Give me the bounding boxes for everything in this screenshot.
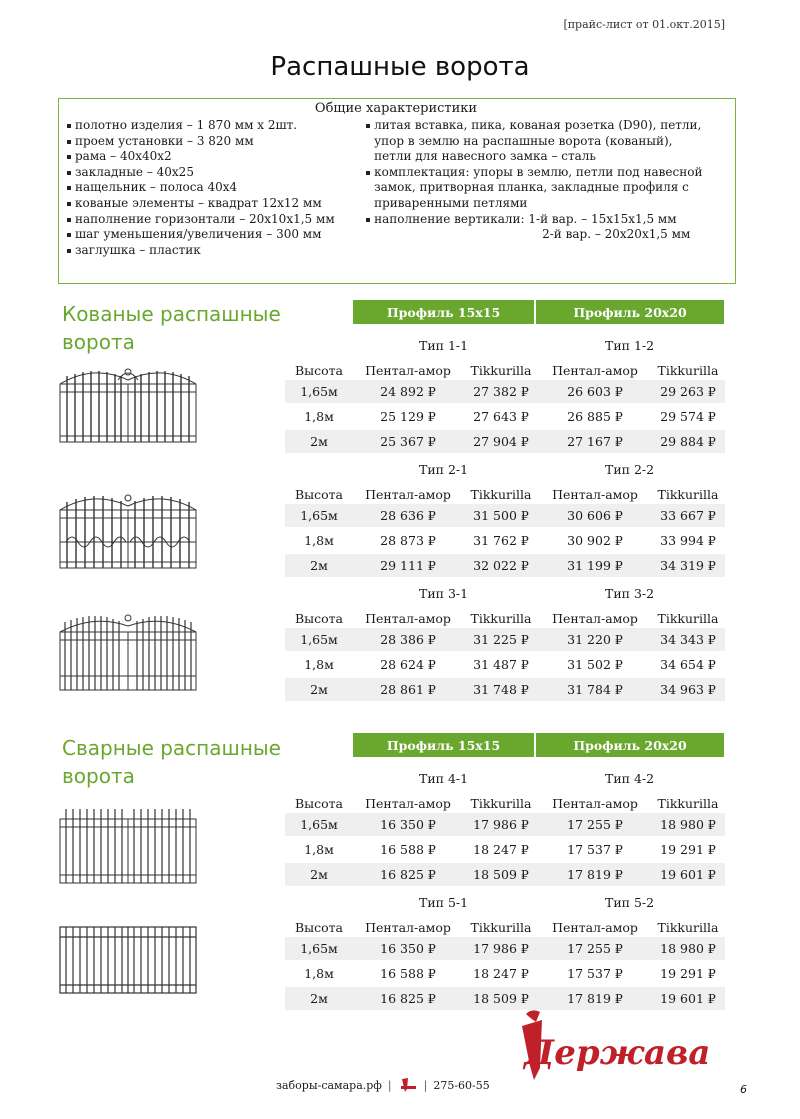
cell-price: 29 574 ₽ <box>660 409 716 424</box>
cell-height: 1,8м <box>304 842 334 857</box>
spec-item-continued: 2-й вар. – 20х20х1,5 мм <box>542 227 691 242</box>
welded-gate-frame-icon <box>58 915 198 995</box>
type-label: Тип 4-2 <box>605 771 655 786</box>
table-row <box>285 678 725 701</box>
profile-15-header: Профиль 15х15 <box>353 300 534 324</box>
cell-price: 17 819 ₽ <box>567 991 623 1006</box>
cell-price: 28 861 ₽ <box>380 682 436 697</box>
paint-header: Пентал-амор <box>552 610 638 626</box>
page-title: Распашные ворота <box>270 52 530 82</box>
cell-price: 18 509 ₽ <box>473 867 529 882</box>
cell-price: 29 263 ₽ <box>660 384 716 399</box>
height-header: Высота <box>294 610 344 626</box>
cell-price: 31 748 ₽ <box>473 682 529 697</box>
cell-price: 25 129 ₽ <box>380 409 436 424</box>
cell-price: 16 588 ₽ <box>380 842 436 857</box>
paint-header: Пентал-амор <box>552 362 638 378</box>
profile-20-header: Профиль 20х20 <box>536 300 724 324</box>
table-row <box>285 653 725 676</box>
paint-header: Tikkurilla <box>657 795 719 811</box>
cell-price: 19 291 ₽ <box>660 966 716 981</box>
profile-15-header: Профиль 15х15 <box>353 733 534 757</box>
cell-price: 34 319 ₽ <box>660 558 716 573</box>
paint-header: Пентал-амор <box>365 610 451 626</box>
cell-price: 16 350 ₽ <box>380 817 436 832</box>
paint-header: Пентал-амор <box>552 795 638 811</box>
type-label: Тип 5-1 <box>419 895 469 910</box>
cell-height: 1,65м <box>300 817 338 832</box>
price-block-2 <box>285 462 725 579</box>
page-number: 6 <box>740 1083 747 1096</box>
cell-price: 31 225 ₽ <box>473 632 529 647</box>
cell-height: 2м <box>310 682 328 697</box>
cell-height: 1,8м <box>304 657 334 672</box>
table-row <box>285 529 725 552</box>
cell-price: 17 255 ₽ <box>567 941 623 956</box>
cell-price: 31 500 ₽ <box>473 508 529 523</box>
specs-right-list <box>366 118 725 258</box>
cell-price: 27 167 ₽ <box>567 434 623 449</box>
cell-price: 31 502 ₽ <box>567 657 623 672</box>
type-label: Тип 2-2 <box>605 462 655 477</box>
cell-height: 1,65м <box>300 941 338 956</box>
paint-header: Tikkurilla <box>470 362 532 378</box>
profile-header-forged <box>353 300 724 324</box>
cell-height: 1,65м <box>300 384 338 399</box>
paint-header: Tikkurilla <box>470 486 532 502</box>
spec-item: полотно изделия – 1 870 мм х 2шт. <box>67 118 366 134</box>
cell-price: 33 994 ₽ <box>660 533 716 548</box>
footer-separator: | <box>423 1078 428 1092</box>
cell-price: 26 885 ₽ <box>567 409 623 424</box>
cell-height: 1,65м <box>300 632 338 647</box>
height-header: Высота <box>294 362 344 378</box>
spec-item: проем установки – 3 820 мм <box>67 134 366 150</box>
cell-price: 17 537 ₽ <box>567 966 623 981</box>
cell-height: 1,8м <box>304 409 334 424</box>
table-row <box>285 380 725 403</box>
cell-price: 27 382 ₽ <box>473 384 529 399</box>
cell-price: 25 367 ₽ <box>380 434 436 449</box>
cell-price: 27 643 ₽ <box>473 409 529 424</box>
cell-price: 31 784 ₽ <box>567 682 623 697</box>
spec-item: литая вставка, пика, кованая розетка (D90), петли, <box>366 118 725 134</box>
price-block-5 <box>285 895 725 1012</box>
specs-left-list <box>67 118 366 258</box>
type-label: Тип 1-1 <box>419 338 469 353</box>
type-label: Тип 5-2 <box>605 895 655 910</box>
cell-height: 1,8м <box>304 966 334 981</box>
spec-item: шаг уменьшения/увеличения – 300 мм <box>67 227 366 243</box>
cell-price: 31 199 ₽ <box>567 558 623 573</box>
table-row <box>285 838 725 861</box>
paint-header: Пентал-амор <box>552 919 638 935</box>
cell-price: 31 762 ₽ <box>473 533 529 548</box>
table-row <box>285 813 725 836</box>
cell-price: 34 654 ₽ <box>660 657 716 672</box>
spec-item-continued: замок, притворная планка, закладные профиля с <box>374 180 689 195</box>
height-header: Высота <box>294 486 344 502</box>
cell-price: 17 986 ₽ <box>473 941 529 956</box>
cell-price: 28 624 ₽ <box>380 657 436 672</box>
derzhava-brand-logo <box>504 1006 711 1090</box>
paint-header: Пентал-амор <box>365 362 451 378</box>
paint-header: Tikkurilla <box>470 795 532 811</box>
spec-item: комплектация: упоры в землю, петли под навесной <box>366 165 725 181</box>
section-title-forged: Кованые распашные ворота <box>62 302 281 354</box>
height-header: Высота <box>294 795 344 811</box>
cell-price: 17 986 ₽ <box>473 817 529 832</box>
cell-price: 30 902 ₽ <box>567 533 623 548</box>
cell-price: 19 291 ₽ <box>660 842 716 857</box>
price-block-1 <box>285 338 725 455</box>
footer <box>276 1077 490 1093</box>
spec-item: наполнение вертикали: 1-й вар. – 15х15х1,5 мм <box>366 212 725 228</box>
cell-price: 16 825 ₽ <box>380 867 436 882</box>
svg-text:Держава: Держава <box>524 1033 711 1073</box>
spec-item-continued: приваренными петлями <box>374 195 528 210</box>
cell-price: 18 980 ₽ <box>660 941 716 956</box>
paint-header: Tikkurilla <box>470 610 532 626</box>
cell-price: 28 636 ₽ <box>380 508 436 523</box>
cell-price: 34 963 ₽ <box>660 682 716 697</box>
footer-phone: 275-60-55 <box>433 1078 490 1092</box>
cell-height: 2м <box>310 991 328 1006</box>
cell-height: 1,65м <box>300 508 338 523</box>
cell-price: 26 603 ₽ <box>567 384 623 399</box>
cell-height: 2м <box>310 434 328 449</box>
cell-price: 18 247 ₽ <box>473 842 529 857</box>
paint-header: Пентал-амор <box>365 795 451 811</box>
type-label: Тип 2-1 <box>419 462 469 477</box>
table-row <box>285 405 725 428</box>
table-row <box>285 628 725 651</box>
general-specs-box <box>58 98 736 284</box>
cell-price: 18 509 ₽ <box>473 991 529 1006</box>
welded-gate-spear-icon <box>58 805 198 885</box>
spec-item-continued: петли для навесного замка – сталь <box>374 149 596 164</box>
spec-item-continued: упор в землю на распашные ворота (кованый), <box>374 133 673 148</box>
paint-header: Tikkurilla <box>657 610 719 626</box>
cell-price: 34 343 ₽ <box>660 632 716 647</box>
spec-item: закладные – 40х25 <box>67 165 366 181</box>
spec-item: наполнение горизонтали – 20х10х1,5 мм <box>67 212 366 228</box>
cell-price: 28 386 ₽ <box>380 632 436 647</box>
cell-height: 2м <box>310 558 328 573</box>
table-row <box>285 554 725 577</box>
cell-price: 19 601 ₽ <box>660 991 716 1006</box>
spec-item: рама – 40х40х2 <box>67 149 366 165</box>
footer-separator: | <box>387 1078 392 1092</box>
spec-item: нащельник – полоса 40х4 <box>67 180 366 196</box>
footer-site: заборы-самара.рф <box>276 1078 382 1092</box>
cell-price: 16 588 ₽ <box>380 966 436 981</box>
cell-price: 18 247 ₽ <box>473 966 529 981</box>
cell-price: 29 884 ₽ <box>660 434 716 449</box>
table-row <box>285 962 725 985</box>
table-row <box>285 937 725 960</box>
cell-price: 17 819 ₽ <box>567 867 623 882</box>
spec-item: кованые элементы – квадрат 12х12 мм <box>67 196 366 212</box>
forged-gate-scroll-icon <box>58 484 198 570</box>
table-row <box>285 504 725 527</box>
price-block-3 <box>285 586 725 703</box>
cell-height: 1,8м <box>304 533 334 548</box>
type-label: Тип 3-2 <box>605 586 655 601</box>
cell-price: 19 601 ₽ <box>660 867 716 882</box>
cell-price: 31 487 ₽ <box>473 657 529 672</box>
cell-price: 24 892 ₽ <box>380 384 436 399</box>
cell-price: 27 904 ₽ <box>473 434 529 449</box>
price-block-4 <box>285 771 725 888</box>
forged-gate-arch-icon <box>58 362 198 444</box>
spec-item: заглушка – пластик <box>67 243 366 259</box>
type-label: Тип 4-1 <box>419 771 469 786</box>
price-list-date: [прайс-лист от 01.окт.2015] <box>563 18 725 31</box>
brand-mini-logo-icon <box>398 1077 418 1093</box>
cell-price: 17 537 ₽ <box>567 842 623 857</box>
section-title-welded: Сварные распашные ворота <box>62 736 281 788</box>
paint-header: Tikkurilla <box>657 362 719 378</box>
cell-price: 18 980 ₽ <box>660 817 716 832</box>
height-header: Высота <box>294 919 344 935</box>
paint-header: Tikkurilla <box>657 919 719 935</box>
paint-header: Пентал-амор <box>365 486 451 502</box>
cell-height: 2м <box>310 867 328 882</box>
cell-price: 31 220 ₽ <box>567 632 623 647</box>
type-label: Тип 3-1 <box>419 586 469 601</box>
paint-header: Пентал-амор <box>552 486 638 502</box>
cell-price: 16 350 ₽ <box>380 941 436 956</box>
paint-header: Tikkurilla <box>470 919 532 935</box>
table-row <box>285 430 725 453</box>
table-row <box>285 863 725 886</box>
type-label: Тип 1-2 <box>605 338 655 353</box>
cell-price: 16 825 ₽ <box>380 991 436 1006</box>
profile-header-welded <box>353 733 724 757</box>
profile-20-header: Профиль 20х20 <box>536 733 724 757</box>
cell-price: 28 873 ₽ <box>380 533 436 548</box>
paint-header: Пентал-амор <box>365 919 451 935</box>
paint-header: Tikkurilla <box>657 486 719 502</box>
forged-gate-spear-icon <box>58 606 198 692</box>
cell-price: 29 111 ₽ <box>380 558 436 573</box>
cell-price: 33 667 ₽ <box>660 508 716 523</box>
cell-price: 17 255 ₽ <box>567 817 623 832</box>
cell-price: 32 022 ₽ <box>473 558 529 573</box>
specs-title: Общие характеристики <box>314 101 478 116</box>
cell-price: 30 606 ₽ <box>567 508 623 523</box>
